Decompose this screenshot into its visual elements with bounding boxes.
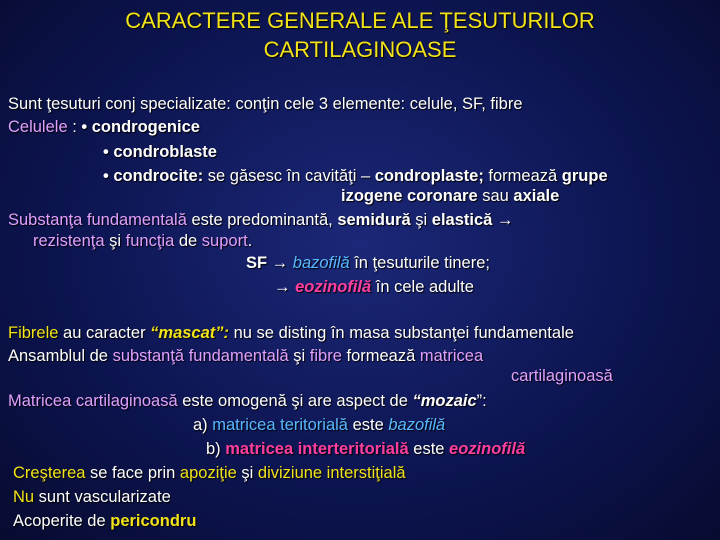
term-basophilic: bazofilă [388, 416, 446, 434]
arrow-right: → [267, 254, 293, 272]
text-comma: , [328, 211, 338, 229]
text-and: şi [410, 211, 432, 229]
text-through: se face prin [85, 464, 180, 482]
text-adult: în cele adulte [371, 278, 474, 296]
text-is: este [408, 440, 450, 458]
line-chondrocytes [103, 166, 608, 186]
term-cartilaginous: cartilaginoasă [511, 367, 613, 385]
term-semihard: semidură [337, 211, 411, 229]
line-isogenous [341, 186, 559, 206]
term-groups: grupe [561, 167, 608, 185]
term-eosinophilic: eozinofilă [295, 278, 372, 296]
term-fibers: fibre [309, 347, 342, 365]
text-predominant: predominantă [227, 211, 329, 229]
line-sf-young [246, 253, 490, 273]
term-elastic: elastică [431, 211, 493, 229]
term-interterritorial-matrix: matricea interteritorială [225, 440, 409, 458]
term-chondroplasts: condroplaste; [374, 167, 484, 185]
text-vascularized: sunt vascularizate [34, 488, 171, 506]
title-line-2: CARTILAGINOASE [263, 37, 457, 62]
text-young-tissues: în ţesuturile tinere; [349, 254, 490, 272]
term-axial: axiale [513, 187, 560, 205]
term-eosinophilic: eozinofilă [449, 440, 526, 458]
term-fibers: Fibrele [8, 324, 59, 342]
text-sep: : [67, 118, 82, 136]
line-ground-substance [8, 210, 513, 230]
term-basophilic: bazofilă [292, 254, 350, 272]
title-line-1: CARACTERE GENERALE ALE ŢESUTURILOR [125, 8, 595, 33]
text-of: de [174, 232, 202, 250]
term-coronal: izogene coronare [341, 187, 478, 205]
term-cells: Celulele [8, 118, 68, 136]
text-and: şi [236, 464, 258, 482]
line-perichondrium [13, 511, 196, 531]
arrow-right: → [274, 278, 296, 296]
text-covered-by: Acoperite de [13, 512, 111, 530]
text-not-distinguished: nu se disting în masa substanţei fundamentale [229, 324, 574, 342]
term-mosaic: “mozaic [412, 392, 477, 410]
text-or: sau [477, 187, 514, 205]
text-colon: ”: [476, 392, 487, 410]
term-interstitial-division: diviziune interstiţială [257, 464, 406, 482]
text-cavities: se găsesc în cavităţi – [207, 167, 375, 185]
text-homogeneous: este omogenă şi are aspect de [177, 392, 413, 410]
cell-type-chondroblasts: • condroblaste [103, 143, 217, 161]
text-b: b) [206, 440, 226, 458]
line-interterritorial [206, 439, 525, 459]
term-masked: “mascat”: [150, 324, 230, 342]
term-territorial-matrix: matricea teritorială [212, 416, 348, 434]
text-and: şi [104, 232, 126, 250]
text-is: este [186, 211, 228, 229]
text-assembly: Ansamblul de [8, 347, 113, 365]
arrow-right: → [492, 211, 514, 229]
text-and: şi [288, 347, 310, 365]
cell-type-chondrogenic: • condrogenice [81, 118, 200, 136]
term-ground-substance: Substanţa fundamentală [8, 211, 187, 229]
line-cells [8, 117, 200, 137]
term-cartilaginous-matrix: Matricea cartilaginoasă [8, 392, 178, 410]
line-resistance [33, 231, 252, 251]
term-support: suport [201, 232, 248, 250]
line-assembly [8, 346, 483, 366]
term-apposition: apoziţie [179, 464, 237, 482]
term-function: funcţia [125, 232, 175, 250]
line-growth [13, 463, 406, 483]
text-is: este [347, 416, 389, 434]
term-ground-substance: substanţă fundamentală [112, 347, 289, 365]
text-forms: formează [341, 347, 420, 365]
line-composition: Sunt ţesuturi conj specializate: conţin cele 3 elemente: celule, SF, fibre [8, 95, 523, 113]
text-a: a) [193, 416, 213, 434]
term-matrix: matricea [419, 347, 484, 365]
text-forms: formează [483, 167, 562, 185]
line-matrix-mosaic [8, 391, 487, 411]
line-sf-adult [274, 277, 474, 297]
line-fibers [8, 323, 574, 343]
text-character: au caracter [58, 324, 151, 342]
term-perichondrium: pericondru [110, 512, 197, 530]
line-vascular [13, 487, 171, 507]
term-not: Nu [13, 488, 35, 506]
text-period: . [247, 232, 253, 250]
term-sf: SF [246, 254, 268, 272]
slide-title [0, 6, 720, 64]
line-territorial [193, 415, 445, 435]
term-resistance: rezistenţa [33, 232, 105, 250]
cell-type-chondrocytes: • condrocite: [103, 167, 208, 185]
term-growth: Creşterea [13, 464, 86, 482]
